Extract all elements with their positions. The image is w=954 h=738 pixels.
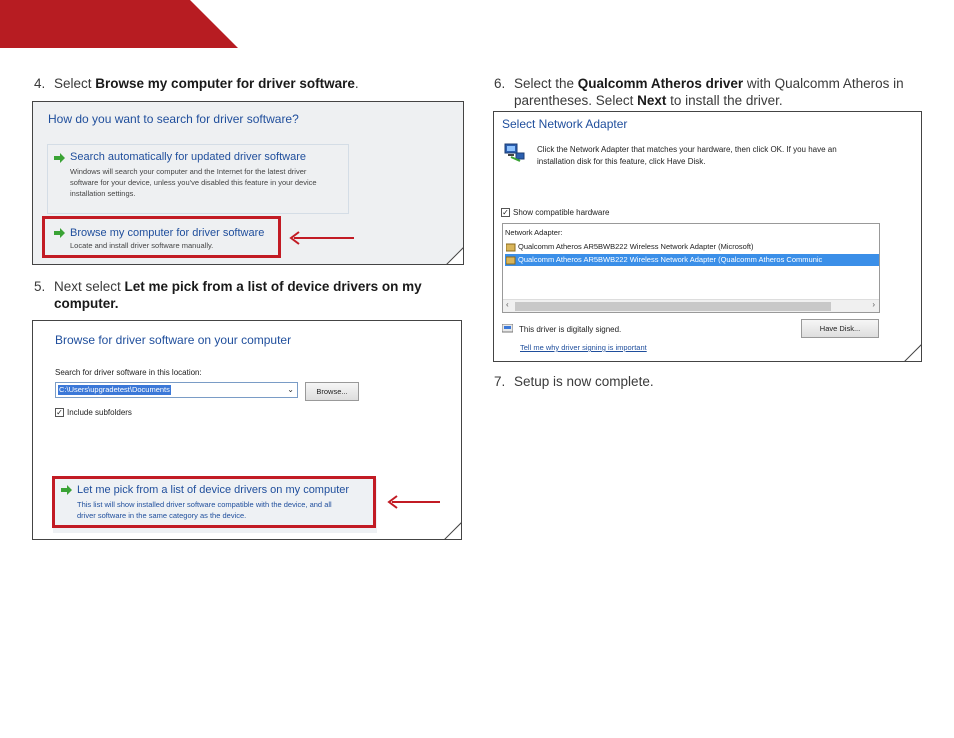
search-location-label: Search for driver software in this location: <box>55 368 202 377</box>
instruction-line: installation disk for this feature, click Have Disk. <box>537 157 706 166</box>
dialog-title: How do you want to search for driver software? <box>48 112 299 126</box>
option-title: Let me pick from a list of device drivers on my computer <box>77 484 350 496</box>
adapter-icon <box>506 256 516 265</box>
have-disk-button[interactable]: Have Disk... <box>801 319 879 338</box>
callout-arrow-icon <box>386 495 440 509</box>
header-tab-graphic <box>0 0 238 48</box>
scroll-right-icon[interactable]: › <box>872 300 875 309</box>
step-number: 5. <box>34 279 46 294</box>
folded-corner-graphic <box>904 344 922 362</box>
step-number: 4. <box>34 76 46 91</box>
instruction-line: Click the Network Adapter that matches your hardware, then click OK. If you have an <box>537 145 837 154</box>
browse-button[interactable]: Browse... <box>305 382 359 401</box>
option-title: Search automatically for updated driver software <box>70 151 307 163</box>
include-subfolders-checkbox[interactable]: ✓ <box>56 408 63 417</box>
browse-driver-dialog <box>32 320 462 540</box>
option-desc-line: installation settings. <box>70 189 136 198</box>
browse-my-computer-option[interactable] <box>42 216 281 258</box>
option-desc-line: driver software in the same category as the device. <box>77 511 247 520</box>
select-network-adapter-dialog <box>493 111 922 362</box>
step-text: Next select Let me pick from a list of device drivers on my computer. <box>54 279 422 311</box>
path-value: C:\Users\upgradetest\Documents <box>59 385 170 394</box>
network-adapter-list[interactable] <box>502 223 880 313</box>
network-computer-icon <box>502 141 526 165</box>
green-arrow-icon <box>54 153 65 163</box>
folded-corner-graphic <box>446 247 464 265</box>
adapter-list-item[interactable]: Qualcomm Atheros AR5BWB222 Wireless Network Adapter (Microsoft) <box>505 241 754 253</box>
folded-corner-graphic <box>444 522 462 540</box>
list-header: Network Adapter: <box>505 228 563 237</box>
step-text: Select Browse my computer for driver software. <box>54 76 359 91</box>
adapter-icon <box>506 243 516 252</box>
scroll-left-icon[interactable]: ‹ <box>506 300 509 309</box>
adapter-list-item-selected[interactable]: Qualcomm Atheros AR5BWB222 Wireless Network Adapter (Qualcomm Atheros Communic <box>505 254 879 266</box>
step-number: 7. <box>494 374 506 389</box>
dialog-title: Browse for driver software on your computer <box>55 333 292 347</box>
horizontal-scrollbar[interactable] <box>503 299 879 312</box>
option-desc-line: Windows will search your computer and the Internet for the latest driver <box>70 167 307 176</box>
let-me-pick-option[interactable] <box>52 476 376 528</box>
chevron-down-icon[interactable]: ⌄ <box>287 385 294 394</box>
show-compatible-label: Show compatible hardware <box>513 208 610 217</box>
driver-path-combobox[interactable] <box>55 382 298 398</box>
signed-driver-icon <box>502 324 513 334</box>
option-desc-line: This list will show installed driver software compatible with the device, and all <box>77 500 332 509</box>
step-text: Select the Qualcomm Atheros driver with Qualcomm Atheros in parentheses. Select Next to install the driver. <box>514 76 904 108</box>
driver-signing-link[interactable]: Tell me why driver signing is important <box>520 343 647 352</box>
option-title: Browse my computer for driver software <box>70 227 265 239</box>
dialog-title: Select Network Adapter <box>502 117 628 131</box>
include-subfolders-label: Include subfolders <box>67 408 132 417</box>
option-desc-line: software for your device, unless you've disabled this feature in your device <box>70 178 317 187</box>
scroll-thumb[interactable] <box>515 302 831 311</box>
signed-status-text: This driver is digitally signed. <box>519 325 622 334</box>
step-text: Setup is now complete. <box>514 374 654 389</box>
show-compatible-checkbox[interactable]: ✓ <box>502 208 509 217</box>
option-desc-line: Locate and install driver software manually. <box>70 241 214 250</box>
callout-arrow-icon <box>288 231 354 245</box>
step-number: 6. <box>494 76 506 91</box>
search-driver-dialog <box>32 101 464 265</box>
